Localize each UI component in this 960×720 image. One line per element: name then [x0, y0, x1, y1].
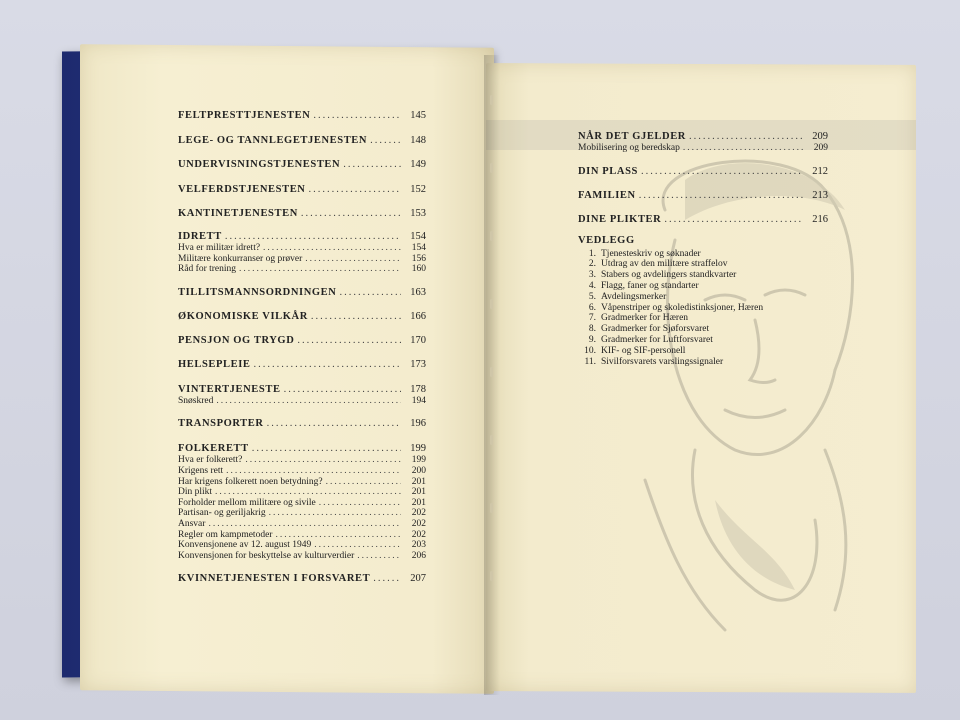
toc-heading-page-number: 207	[410, 573, 426, 585]
toc-heading	[178, 184, 426, 196]
appendix-item-title: Tjenesteskriv og søknader	[601, 248, 701, 259]
appendix-section	[578, 235, 828, 368]
toc-subentry	[178, 396, 426, 407]
toc-heading	[178, 231, 426, 243]
toc-heading-page-number: 145	[410, 110, 426, 121]
toc-subentry	[178, 243, 426, 254]
toc-heading	[578, 131, 828, 143]
toc-subentry	[178, 519, 426, 530]
toc-subentry-page-number: 199	[411, 455, 426, 466]
dot-leader	[225, 231, 401, 243]
toc-heading	[178, 573, 426, 585]
appendix-item	[578, 292, 828, 303]
dot-leader	[284, 384, 401, 396]
dot-leader	[305, 254, 401, 265]
appendix-item-number: 4.	[588, 280, 596, 291]
toc-heading-page-number: 149	[410, 159, 426, 170]
appendix-item-number: 11.	[584, 356, 596, 367]
appendix-title: VEDLEGG	[578, 234, 635, 246]
appendix-item	[578, 259, 828, 270]
toc-heading-page-number: 153	[410, 208, 426, 219]
appendix-item	[578, 249, 828, 260]
appendix-item-title: Sivilforsvarets varslingssignaler	[601, 356, 724, 367]
toc-subentry	[178, 530, 426, 541]
appendix-item	[578, 313, 828, 324]
toc-group	[578, 190, 828, 202]
toc-heading-page-number: 216	[812, 213, 828, 225]
dot-leader	[373, 573, 401, 585]
appendix-item-title: Gradmerker for Sjøforsvaret	[601, 324, 710, 335]
toc-group	[178, 418, 426, 430]
toc-heading-page-number: 199	[410, 443, 426, 455]
appendix-item	[578, 357, 828, 368]
dot-leader	[269, 508, 401, 519]
appendix-item-number: 8.	[588, 324, 596, 335]
dot-leader	[208, 519, 401, 530]
toc-heading	[178, 135, 426, 147]
toc-heading	[178, 208, 426, 220]
toc-group	[178, 159, 426, 171]
dot-leader	[683, 143, 803, 154]
appendix-item-title: Stabers og avdelingers standkvarter	[601, 270, 737, 281]
toc-subentry-title: Ansvar	[178, 518, 206, 529]
dot-leader	[664, 214, 803, 226]
appendix-item	[578, 324, 828, 335]
toc-subentry	[178, 498, 426, 509]
toc-heading-page-number: 213	[812, 189, 828, 201]
toc-heading-page-number: 209	[812, 131, 828, 142]
appendix-item-title: Utdrag av den militære straffelov	[601, 259, 728, 270]
toc-subentry-page-number: 203	[411, 540, 426, 551]
toc-subentry	[178, 540, 426, 551]
toc-group	[178, 384, 426, 407]
appendix-item-title: Gradmerker for Luftforsvaret	[601, 334, 713, 345]
dot-leader	[370, 135, 401, 147]
dot-leader	[639, 190, 803, 202]
toc-heading-page-number: 170	[410, 334, 426, 346]
dot-leader	[226, 466, 401, 477]
toc-subentry	[178, 487, 426, 498]
toc-heading-title: UNDERVISNINGSTJENESTEN	[178, 159, 341, 170]
binding-stitches	[490, 95, 496, 655]
toc-subentry-page-number: 202	[411, 508, 426, 519]
toc-heading-title: NÅR DET GJELDER	[578, 131, 686, 142]
toc-subentry	[178, 254, 426, 265]
dot-leader	[326, 477, 401, 488]
toc-subentry-page-number: 156	[411, 253, 426, 264]
toc-subentry-title: Hva er militær idrett?	[178, 243, 261, 253]
dot-leader	[301, 208, 401, 220]
toc-subentry-title: Konvensjonen for beskyttelse av kulturverdier	[178, 550, 355, 561]
toc-subentry-page-number: 209	[813, 143, 828, 153]
toc-heading-title: DINE PLIKTER	[578, 213, 662, 225]
toc-heading-page-number: 178	[410, 383, 426, 395]
dot-leader	[314, 540, 401, 551]
dot-leader	[313, 110, 401, 122]
toc-heading	[178, 359, 426, 371]
toc-subentry-title: Regler om kampmetoder	[178, 529, 273, 540]
toc-heading	[178, 287, 426, 299]
appendix-list	[578, 249, 828, 368]
appendix-item	[578, 335, 828, 346]
toc-subentry-title: Hva er folkerett?	[178, 455, 243, 466]
toc-subentry-page-number: 201	[411, 476, 426, 487]
toc-subentry-page-number: 202	[411, 518, 426, 529]
toc-heading-page-number: 163	[410, 286, 426, 298]
toc-heading-title: DIN PLASS	[578, 165, 638, 177]
toc-subentry	[178, 455, 426, 466]
toc-group	[178, 311, 426, 323]
toc-subentry	[178, 264, 426, 275]
appendix-item-title: Avdelingsmerker	[601, 291, 667, 302]
toc-heading-title: TILLITSMANNSORDNINGEN	[178, 286, 337, 298]
toc-heading	[178, 443, 426, 455]
toc-heading-title: FELTPRESTTJENESTEN	[178, 110, 311, 121]
dot-leader	[641, 166, 803, 178]
right-table-of-contents	[578, 131, 828, 367]
appendix-item	[578, 303, 828, 314]
dot-leader	[252, 443, 401, 455]
toc-heading-title: FOLKERETT	[178, 443, 249, 455]
dot-leader	[215, 487, 401, 498]
dot-leader	[254, 359, 401, 371]
dot-leader	[267, 418, 401, 430]
toc-subentry-title: Din plikt	[178, 487, 213, 498]
toc-heading-title: TRANSPORTER	[178, 418, 264, 430]
dot-leader	[689, 131, 803, 143]
toc-heading-title: HELSEPLEIE	[178, 358, 251, 370]
toc-heading	[578, 214, 828, 226]
toc-heading-title: KANTINETJENESTEN	[178, 208, 298, 219]
toc-heading-page-number: 196	[410, 418, 426, 430]
toc-group	[178, 135, 426, 147]
dot-leader	[245, 455, 401, 466]
toc-heading	[178, 311, 426, 323]
dot-leader	[216, 396, 401, 407]
toc-heading-title: KVINNETJENESTEN I FORSVARET	[178, 573, 371, 585]
toc-group	[178, 335, 426, 347]
toc-heading-page-number: 154	[410, 231, 426, 242]
toc-subentry-title: Krigens rett	[178, 465, 224, 476]
toc-heading-title: VINTERTJENESTE	[178, 383, 281, 395]
toc-group	[178, 110, 426, 122]
appendix-item-title: KIF- og SIF-personell	[601, 345, 686, 356]
toc-subentry-title: Har krigens folkerett noen betydning?	[178, 476, 323, 487]
toc-group	[178, 231, 426, 275]
appendix-item-number: 1.	[588, 248, 596, 259]
toc-heading	[178, 159, 426, 171]
toc-subentry-title: Forholder mellom militære og sivile	[178, 497, 316, 508]
appendix-item-title: Flagg, faner og standarter	[601, 280, 699, 291]
toc-heading	[578, 190, 828, 202]
toc-heading-page-number: 148	[410, 135, 426, 146]
appendix-item	[578, 270, 828, 281]
dot-leader	[357, 551, 401, 562]
appendix-item-title: Våpenstriper og skoledistinksjoner, Hæren	[601, 302, 764, 313]
toc-subentry	[578, 143, 828, 154]
appendix-item-number: 2.	[588, 259, 596, 270]
appendix-item	[578, 281, 828, 292]
appendix-item-title: Gradmerker for Hæren	[601, 313, 689, 324]
toc-heading	[178, 335, 426, 347]
left-table-of-contents	[178, 110, 426, 585]
toc-subentry-title: Militære konkurranser og prøver	[178, 253, 303, 264]
toc-heading-title: ØKONOMISKE VILKÅR	[178, 310, 308, 322]
toc-subentry-page-number: 154	[411, 243, 426, 253]
toc-group	[178, 184, 426, 196]
toc-subentry-title: Snøskred	[178, 395, 214, 406]
toc-subentry-page-number: 200	[411, 465, 426, 476]
toc-subentry-title: Konvensjonene av 12. august 1949	[178, 540, 312, 551]
toc-group	[178, 359, 426, 371]
toc-subentry	[178, 551, 426, 562]
appendix-item-number: 5.	[588, 291, 596, 302]
toc-group	[178, 573, 426, 585]
toc-subentry	[178, 508, 426, 519]
toc-heading	[578, 166, 828, 178]
toc-subentry-page-number: 160	[411, 264, 426, 275]
toc-subentry	[178, 477, 426, 488]
toc-subentry-page-number: 206	[411, 550, 426, 561]
dot-leader	[239, 264, 401, 275]
toc-subentry-page-number: 194	[411, 395, 426, 406]
dot-leader	[311, 311, 401, 323]
dot-leader	[275, 530, 401, 541]
toc-heading-title: LEGE- OG TANNLEGETJENESTEN	[178, 135, 368, 146]
toc-heading-title: FAMILIEN	[578, 189, 636, 201]
toc-subentry-page-number: 201	[411, 497, 426, 508]
toc-subentry-title: Råd for trening	[178, 264, 237, 275]
toc-heading-title: PENSJON OG TRYGD	[178, 334, 295, 346]
dot-leader	[308, 184, 401, 196]
toc-heading	[178, 110, 426, 122]
toc-group	[578, 166, 828, 178]
toc-heading-page-number: 152	[410, 184, 426, 195]
appendix-item-number: 3.	[588, 270, 596, 281]
appendix-item-number: 10.	[584, 345, 596, 356]
dot-leader	[339, 287, 401, 299]
toc-subentry-title: Mobilisering og beredskap	[578, 143, 680, 153]
toc-group	[178, 208, 426, 220]
toc-heading	[178, 418, 426, 430]
toc-group	[178, 443, 426, 561]
toc-subentry	[178, 466, 426, 477]
toc-heading	[178, 384, 426, 396]
dot-leader	[297, 335, 401, 347]
appendix-item-number: 9.	[588, 334, 596, 345]
appendix-item-number: 7.	[588, 313, 596, 324]
toc-group	[578, 214, 828, 226]
toc-subentry-page-number: 202	[411, 529, 426, 540]
dot-leader	[319, 498, 401, 509]
dot-leader	[263, 243, 401, 254]
toc-heading-page-number: 166	[410, 310, 426, 322]
toc-group	[178, 287, 426, 299]
dot-leader	[343, 159, 401, 171]
toc-subentry-page-number: 201	[411, 487, 426, 498]
appendix-item-number: 6.	[588, 302, 596, 313]
toc-heading-page-number: 173	[410, 358, 426, 370]
toc-heading-title: IDRETT	[178, 231, 222, 242]
toc-heading-page-number: 212	[812, 165, 828, 177]
toc-heading-title: VELFERDSTJENESTEN	[178, 184, 306, 195]
toc-subentry-title: Partisan- og geriljakrig	[178, 508, 266, 519]
appendix-item	[578, 346, 828, 357]
toc-group	[578, 131, 828, 154]
